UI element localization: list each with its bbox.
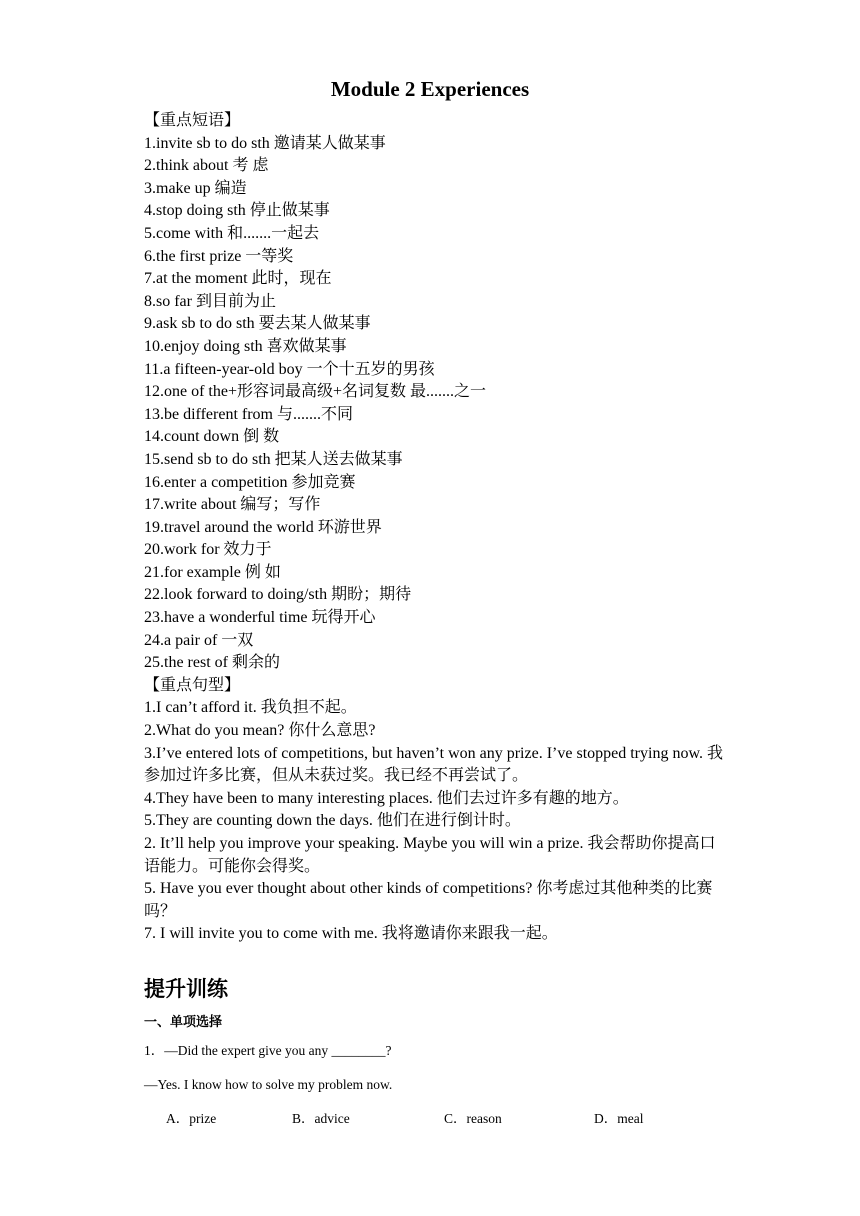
sentence-item: 5. Have you ever thought about other kinds of competitions? 你考虑过其他种类的比赛吗？ <box>144 880 713 920</box>
phrase-item: 25.the rest of 剩余的 <box>144 654 280 672</box>
sentence-item: 7. I will invite you to come with me. 我将邀请你来跟我一起。 <box>144 925 558 943</box>
option-b[interactable]: B．advice <box>292 1111 350 1126</box>
phrase-item: 15.send sb to do sth 把某人送去做某事 <box>144 450 403 468</box>
phrase-item: 19.travel around the world 环游世界 <box>144 518 382 536</box>
phrase-item: 6.the first prize 一等奖 <box>144 247 294 265</box>
phrase-item: 20.work for 效力于 <box>144 541 272 559</box>
sentences-heading: 【重点句型】 <box>144 676 241 694</box>
phrase-item: 11.a fifteen-year-old boy 一个十五岁的男孩 <box>144 360 435 378</box>
phrase-item: 13.be different from 与.......不同 <box>144 405 353 423</box>
phrase-item: 8.so far 到目前为止 <box>144 292 276 310</box>
question-reply: —Yes. I know how to solve my problem now. <box>144 1077 393 1092</box>
training-heading: 提升训练 <box>144 977 228 1001</box>
option-d[interactable]: D．meal <box>594 1111 644 1126</box>
phrases-section <box>144 110 724 946</box>
phrase-item: 22.look forward to doing/sth 期盼；期待 <box>144 586 412 604</box>
section-heading: 一、单项选择 <box>144 1015 223 1030</box>
sentence-item: 2. It’ll help you improve your speaking. Maybe you will win a prize. 我会帮助你提高口语能力。可能你会得奖。 <box>144 835 716 875</box>
phrase-item: 12.one of the+形容词最高级+名词复数 最.......之一 <box>144 383 487 401</box>
option-c[interactable]: C．reason <box>444 1111 502 1126</box>
phrase-item: 2.think about 考 虑 <box>144 157 269 175</box>
phrase-item: 4.stop doing sth 停止做某事 <box>144 202 330 220</box>
phrase-item: 14.count down 倒 数 <box>144 428 280 446</box>
sentence-item: 2.What do you mean? 你什么意思? <box>144 722 376 740</box>
sentence-item: 4.They have been to many interesting places. 他们去过许多有趣的地方。 <box>144 789 629 807</box>
sentence-item: 1.I can’t afford it. 我负担不起。 <box>144 699 357 717</box>
phrase-item: 24.a pair of 一双 <box>144 631 254 649</box>
phrase-item: 3.make up 编造 <box>144 179 247 197</box>
phrase-item: 21.for example 例 如 <box>144 563 281 581</box>
phrase-item: 10.enjoy doing sth 喜欢做某事 <box>144 337 347 355</box>
document-title: Module 2 Experiences <box>330 77 530 101</box>
phrases-heading: 【重点短语】 <box>144 112 241 129</box>
phrase-item: 1.invite sb to do sth 邀请某人做某事 <box>144 134 386 152</box>
sentence-item: 3.I’ve entered lots of competitions, but haven’t won any prize. I’ve stopped trying now. 我参加过许多比赛，但从未获过奖。我已经不再尝试了。 <box>144 744 723 785</box>
phrase-item: 16.enter a competition 参加竞赛 <box>144 473 356 491</box>
phrase-item: 23.have a wonderful time 玩得开心 <box>144 609 376 627</box>
sentence-item: 5.They are counting down the days. 他们在进行倒计时。 <box>144 812 521 830</box>
phrase-item: 7.at the moment 此时，现在 <box>144 270 332 288</box>
phrase-item: 9.ask sb to do sth 要去某人做某事 <box>144 315 371 333</box>
phrase-item: 17.write about 编写；写作 <box>144 496 321 514</box>
question-stem: 1．—Did the expert give you any ________? <box>144 1043 392 1058</box>
phrase-item: 5.come with 和.......一起去 <box>144 224 320 242</box>
option-a[interactable]: A．prize <box>166 1111 217 1126</box>
